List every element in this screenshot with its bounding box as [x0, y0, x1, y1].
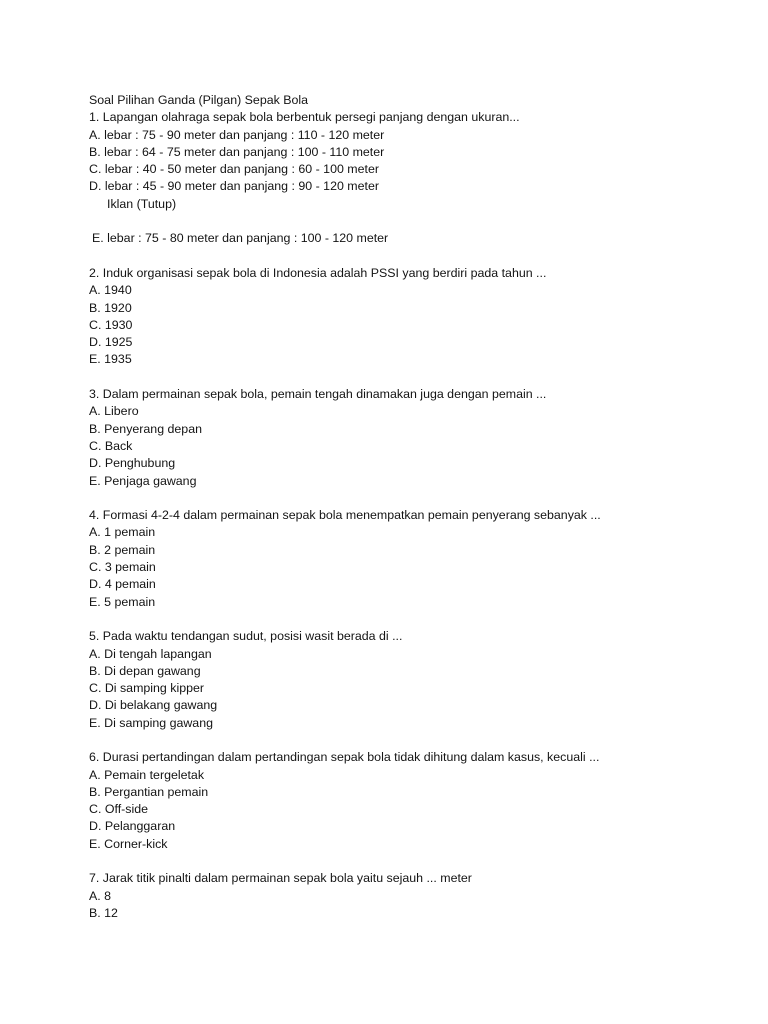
- option-e: E. 5 pemain: [89, 594, 156, 609]
- spacer: [89, 853, 749, 870]
- question-stem: 2. Induk organisasi sepak bola di Indonesia adalah PSSI yang berdiri pada tahun ...: [89, 265, 547, 280]
- question-3: [89, 386, 749, 490]
- option-b: B. Pergantian pemain: [89, 784, 209, 799]
- option-c: C. Back: [89, 438, 133, 453]
- option-e: E. 1935: [89, 352, 132, 367]
- question-stem: 1. Lapangan olahraga sepak bola berbentuk persegi panjang dengan ukuran...: [89, 110, 520, 125]
- option-d: D. 1925: [89, 335, 133, 350]
- option-e: E. Corner-kick: [89, 836, 168, 851]
- option-a: A. 1 pemain: [89, 525, 156, 540]
- question-5: [89, 628, 749, 732]
- option-d: D. Di belakang gawang: [89, 698, 218, 713]
- option-c: C. lebar : 40 - 50 meter dan panjang : 60 - 100 meter: [89, 162, 379, 177]
- option-c: C. Off-side: [89, 802, 148, 817]
- option-c: C. 1930: [89, 317, 133, 332]
- option-e: E. Di samping gawang: [89, 715, 213, 730]
- question-stem: 4. Formasi 4-2-4 dalam permainan sepak bola menempatkan pemain penyerang sebanyak ...: [89, 508, 601, 523]
- option-d: D. Pelanggaran: [89, 819, 176, 834]
- option-c: C. Di samping kipper: [89, 681, 205, 696]
- option-a: A. Libero: [89, 404, 139, 419]
- option-b: B. lebar : 64 - 75 meter dan panjang : 100 - 110 meter: [89, 144, 385, 159]
- option-d: D. Penghubung: [89, 456, 176, 471]
- option-b: B. 12: [89, 905, 118, 920]
- spacer: [89, 369, 749, 386]
- spacer: [89, 611, 749, 628]
- document-title: Soal Pilihan Ganda (Pilgan) Sepak Bola: [89, 93, 309, 107]
- spacer: [89, 490, 749, 507]
- question-6: [89, 749, 749, 853]
- option-b: B. 2 pemain: [89, 542, 156, 557]
- question-stem: 3. Dalam permainan sepak bola, pemain tengah dinamakan juga dengan pemain ...: [89, 387, 547, 402]
- option-e: E. lebar : 75 - 80 meter dan panjang : 100 - 120 meter: [92, 231, 389, 246]
- document-page: [89, 92, 749, 922]
- option-d: D. lebar : 45 - 90 meter dan panjang : 90 - 120 meter: [89, 179, 379, 194]
- question-7: [89, 870, 749, 922]
- option-c: C. 3 pemain: [89, 560, 156, 575]
- spacer: [89, 213, 749, 230]
- question-1: [89, 109, 749, 247]
- option-a: A. lebar : 75 - 90 meter dan panjang : 110 - 120 meter: [89, 127, 385, 142]
- question-stem: 7. Jarak titik pinalti dalam permainan sepak bola yaitu sejauh ... meter: [89, 871, 472, 886]
- option-a: A. Di tengah lapangan: [89, 646, 212, 661]
- option-a: A. 8: [89, 888, 112, 903]
- option-b: B. Di depan gawang: [89, 663, 201, 678]
- option-a: A. 1940: [89, 283, 132, 298]
- option-a: A. Pemain tergeletak: [89, 767, 205, 782]
- option-e: E. Penjaga gawang: [89, 473, 197, 488]
- option-b: B. 1920: [89, 300, 132, 315]
- question-stem: 6. Durasi pertandingan dalam pertandingan sepak bola tidak dihitung dalam kasus, kecuali ...: [89, 750, 600, 765]
- question-2: [89, 265, 749, 369]
- spacer: [89, 248, 749, 265]
- spacer: [89, 732, 749, 749]
- question-stem: 5. Pada waktu tendangan sudut, posisi wasit berada di ...: [89, 629, 403, 644]
- option-d: D. 4 pemain: [89, 577, 156, 592]
- question-4: [89, 507, 749, 611]
- option-b: B. Penyerang depan: [89, 421, 202, 436]
- ad-close-link[interactable]: Iklan (Tutup): [107, 196, 177, 211]
